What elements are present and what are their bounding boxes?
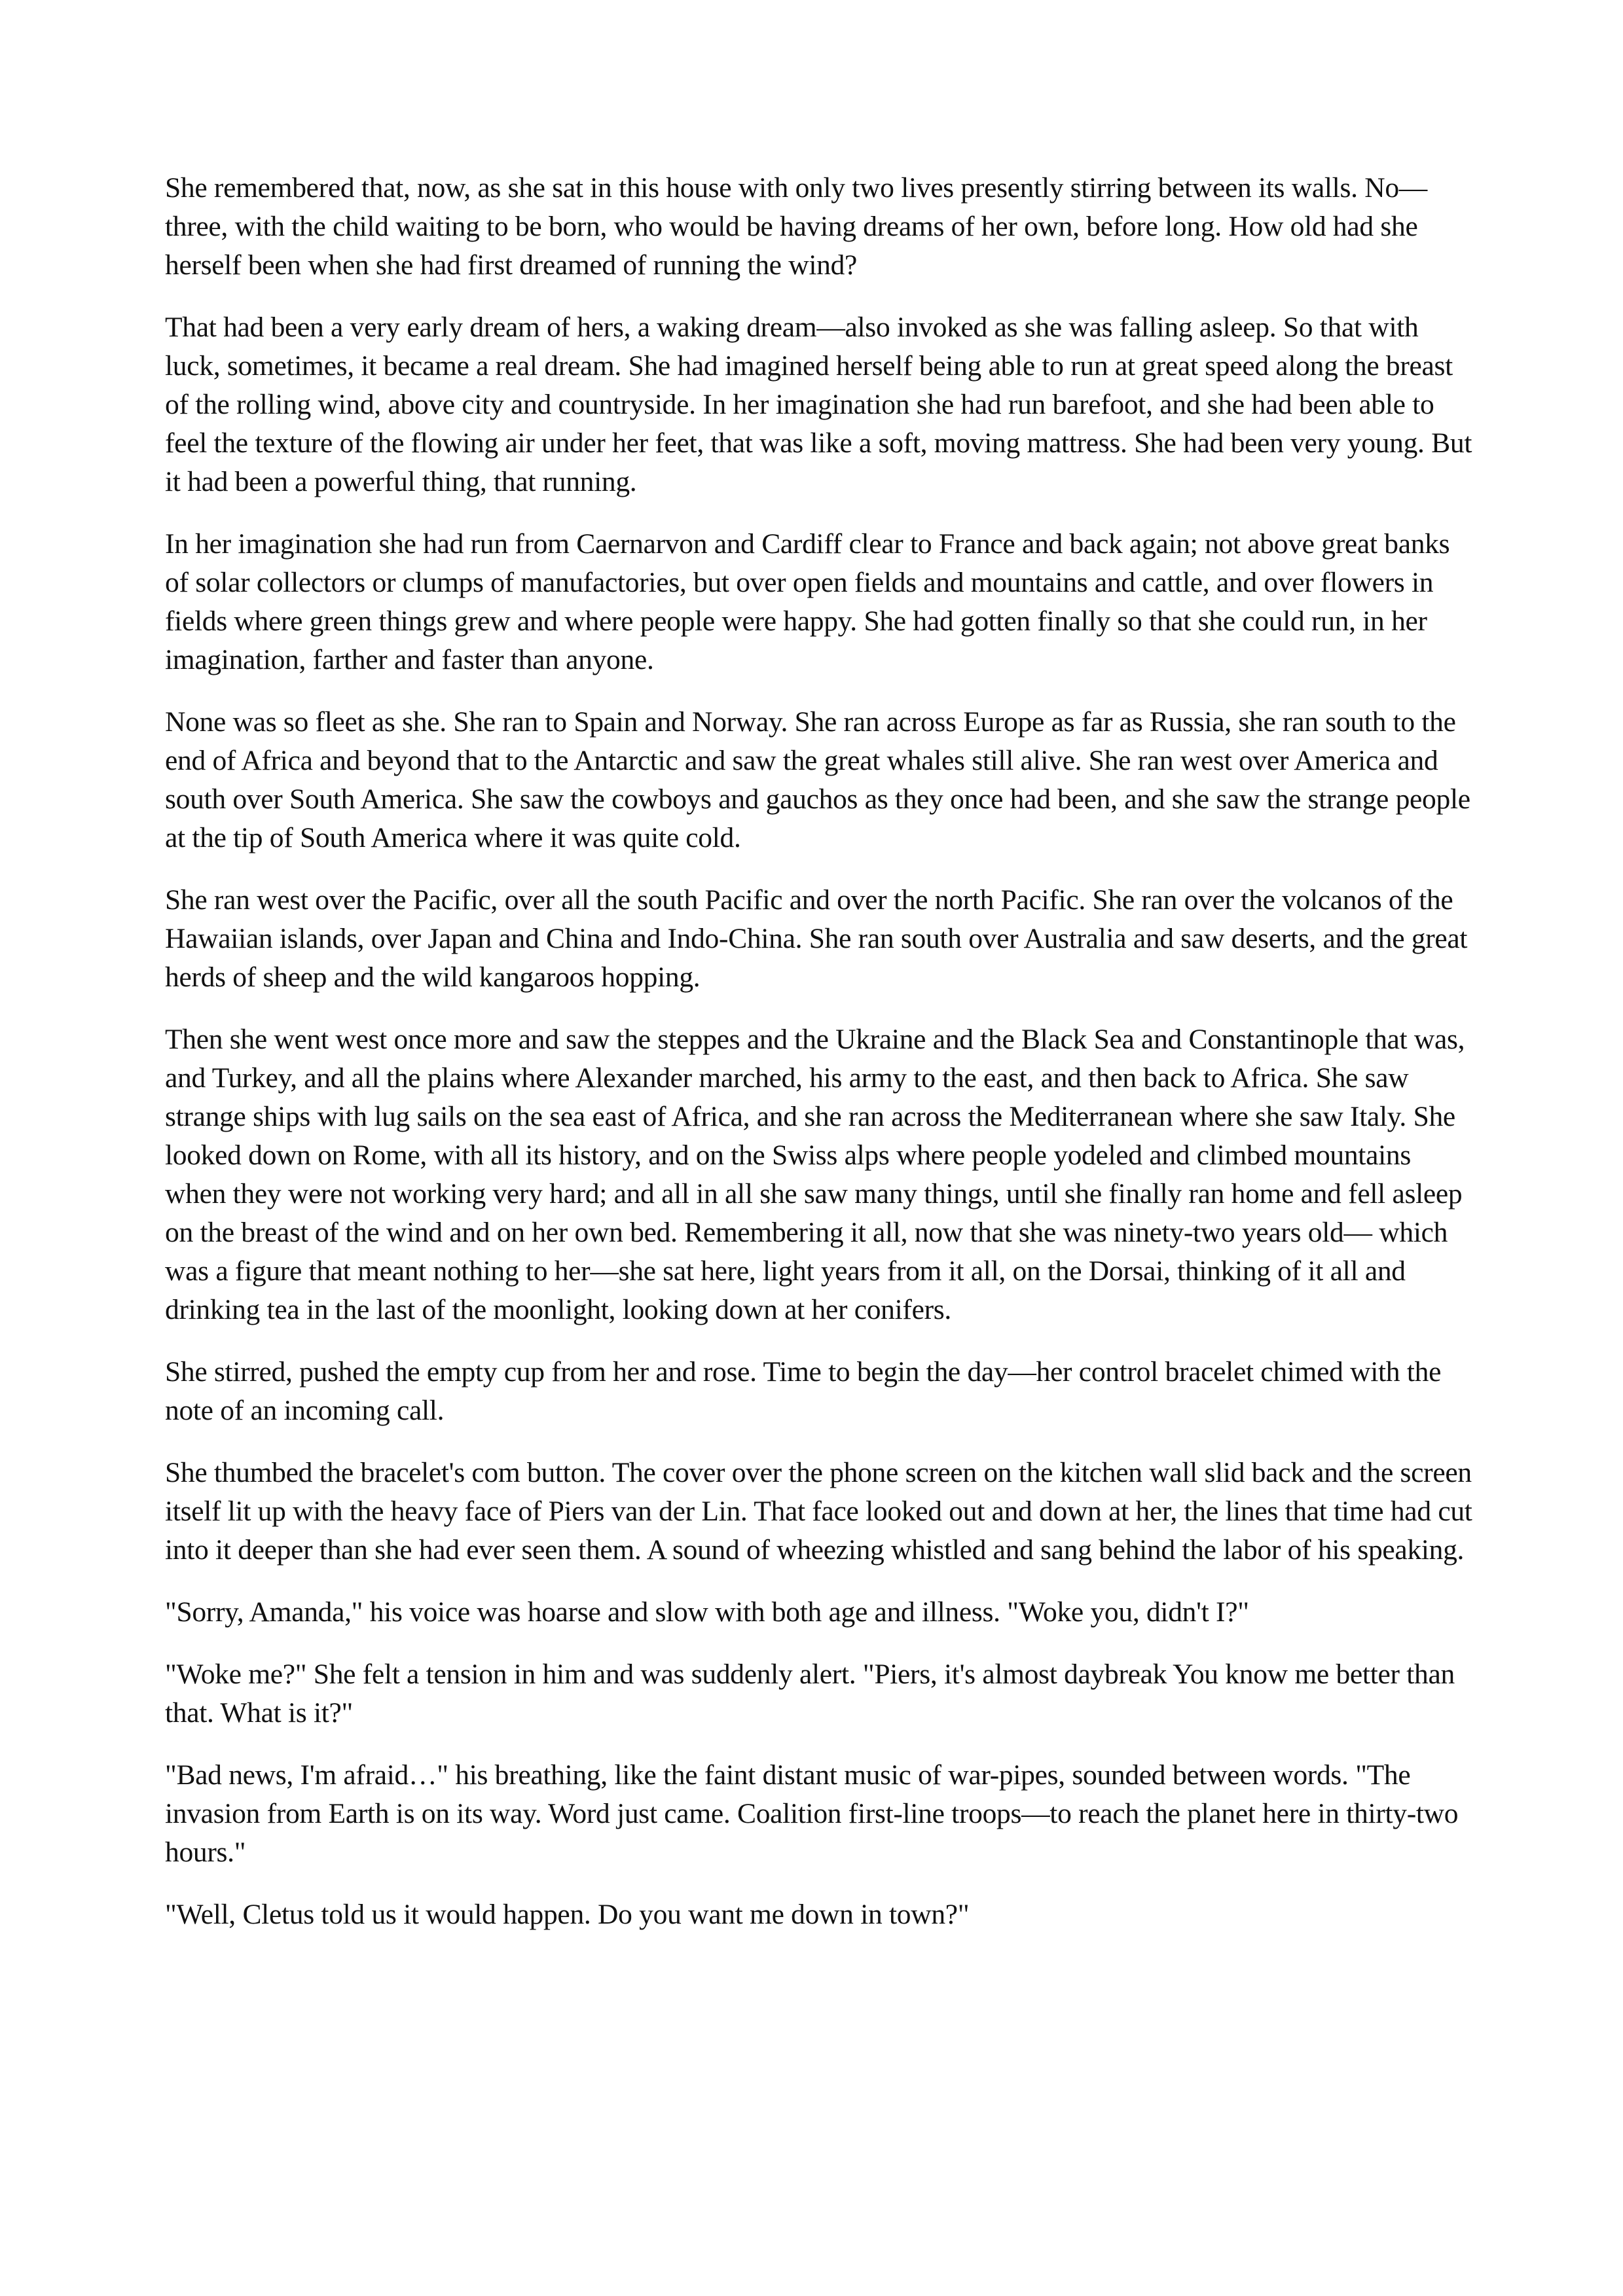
- paragraph: She ran west over the Pacific, over all the south Pacific and over the north Pacific. She ran over the volcanos of the Hawaiian islands, over Japan and China and Indo-China. She ran south over Australia and saw deserts, and the great herds of sheep and the wild kangaroos hopping.: [165, 884, 1468, 993]
- paragraph: None was so fleet as she. She ran to Spain and Norway. She ran across Europe as far as Russia, she ran south to the end of Africa and beyond that to the Antarctic and saw the great whales still alive. She ran west over America and south over South America. She saw the cowboys and gauchos as they once had been, and she saw the strange people at the tip of South America where it was quite cold.: [165, 706, 1470, 853]
- paragraph: That had been a very early dream of hers, a waking dream—also invoked as she was falling asleep. So that with luck, sometimes, it became a real dream. She had imagined herself being able to run at great speed along the breast of the rolling wind, above city and countryside. In her imagination she had run barefoot, and she had been able to feel the texture of the flowing air under her feet, that was like a soft, moving mattress. She had been very young. But it had been a powerful thing, that running.: [165, 312, 1472, 497]
- paragraph: "Bad news, I'm afraid…" his breathing, like the faint distant music of war-pipes, sounded between words. "The invasion from Earth is on its way. Word just came. Coalition first-line troops—to reach the planet here in thirty-two hours.": [165, 1759, 1459, 1868]
- paragraph: "Woke me?" She felt a tension in him and was suddenly alert. "Piers, it's almost daybreak You know me better than that. What is it?": [165, 1659, 1455, 1729]
- paragraph: Then she went west once more and saw the steppes and the Ukraine and the Black Sea and Constantinople that was, and Turkey, and all the plains where Alexander marched, his army to the east, and then back to Africa. She saw strange ships with lug sails on the sea east of Africa, and she ran across the Mediterranean where she saw Italy. She looked down on Rome, with all its history, and on the Swiss alps where people yodeled and climbed mountains when they were not working very hard; and all in all she saw many things, until she finally ran home and fell asleep on the breast of the wind and on her own bed. Remembering it all, now that she was ninety-two years old— which was a figure that meant nothing to her—she sat here, light years from it all, on the Dorsai, thinking of it all and drinking tea in the last of the moonlight, looking down at her conifers.: [165, 1024, 1465, 1325]
- paragraph: She thumbed the bracelet's com button. The cover over the phone screen on the kitchen wall slid back and the screen itself lit up with the heavy face of Piers van der Lin. That face looked out and down at her, the lines that time had cut into it deeper than she had ever seen them. A sound of wheezing whistled and sang behind the labor of his speaking.: [165, 1457, 1472, 1566]
- paragraph: She stirred, pushed the empty cup from her and rose. Time to begin the day—her control bracelet chimed with the note of an incoming call.: [165, 1356, 1442, 1426]
- paragraph: In her imagination she had run from Caernarvon and Cardiff clear to France and back again; not above great banks of solar collectors or clumps of manufactories, but over open fields and mountains and cattle, and over flowers in fields where green things grew and where people were happy. She had gotten finally so that she could run, in her imagination, farther and faster than anyone.: [165, 528, 1450, 675]
- page-body: [165, 169, 1474, 1958]
- paragraph: She remembered that, now, as she sat in this house with only two lives presently stirring between its walls. No— three, with the child waiting to be born, who would be having dreams of her own, before long. How old had she herself been when she had first dreamed of running the wind?: [165, 172, 1428, 281]
- paragraph: "Sorry, Amanda," his voice was hoarse and slow with both age and illness. "Woke you, didn't I?": [165, 1596, 1249, 1628]
- paragraph: "Well, Cletus told us it would happen. Do you want me down in town?": [165, 1899, 970, 1930]
